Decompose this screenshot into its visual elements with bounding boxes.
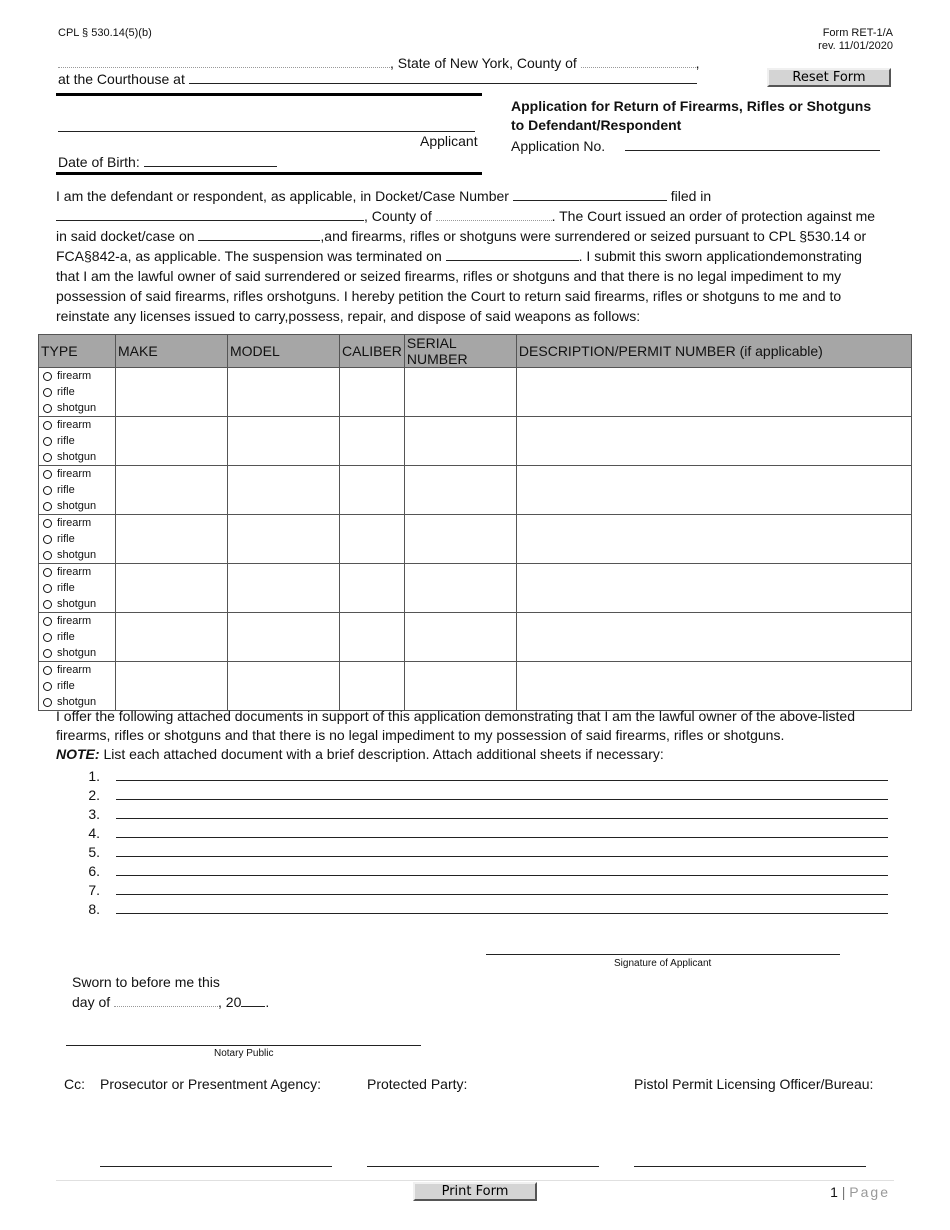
type-option-label: rifle <box>57 631 75 643</box>
court-name-field[interactable] <box>58 53 390 68</box>
model-field[interactable] <box>228 662 340 711</box>
serial-number-field[interactable] <box>404 564 516 613</box>
type-option-label: firearm <box>57 370 92 382</box>
radio-button-icon[interactable] <box>43 519 52 528</box>
page-number: 1 <box>830 1184 838 1200</box>
type-option-shotgun[interactable] <box>39 547 115 563</box>
type-option-label: firearm <box>57 419 92 431</box>
type-cell <box>39 417 116 466</box>
statement-text: possession of said firearms, rifles orshotguns. I hereby petition the Court to return said firearms, rifles or shotguns to me and to <box>56 288 842 304</box>
document-description-field[interactable] <box>116 785 888 800</box>
cc-prosecutor-label: Prosecutor or Presentment Agency: <box>100 1076 321 1092</box>
type-option-shotgun[interactable] <box>39 400 115 416</box>
type-option-rifle[interactable] <box>39 580 115 596</box>
documents-intro <box>56 707 896 764</box>
filed-in-field[interactable] <box>56 206 364 221</box>
radio-button-icon[interactable] <box>43 486 52 495</box>
notary-label: Notary Public <box>214 1048 274 1059</box>
type-cell <box>39 564 116 613</box>
statement-text: . The Court issued an order of protection against me <box>551 208 876 224</box>
serial-number-field[interactable] <box>404 417 516 466</box>
form-revision: rev. 11/01/2020 <box>818 40 893 52</box>
document-description-field[interactable] <box>116 899 888 914</box>
statement-text: ,and firearms, rifles or shotguns were surrendered or seized pursuant to CPL §530.14 or <box>320 228 867 244</box>
serial-number-field[interactable] <box>404 613 516 662</box>
table-row <box>39 613 912 662</box>
header-description: DESCRIPTION/PERMIT NUMBER (if applicable) <box>516 335 911 368</box>
caliber-field[interactable] <box>340 613 405 662</box>
document-line <box>86 842 888 860</box>
header-caliber: CALIBER <box>340 335 405 368</box>
type-cell <box>39 515 116 564</box>
type-option-rifle[interactable] <box>39 531 115 547</box>
type-option-label: rifle <box>57 386 75 398</box>
statement-text: filed in <box>670 188 712 204</box>
documents-intro-line1: I offer the following attached documents in support of this application demonstrating that I am the lawful owner of the above-listed <box>56 708 855 724</box>
statement-text: reinstate any licenses issued to carry,possess, repair, and dispose of said weapons as follows: <box>56 308 641 324</box>
sworn-day-field[interactable] <box>114 992 218 1007</box>
make-field[interactable] <box>116 613 228 662</box>
document-line <box>86 766 888 784</box>
courthouse-field[interactable] <box>189 69 697 84</box>
cc-protected-party-label: Protected Party: <box>367 1076 468 1092</box>
note-text: List each attached document with a brief description. Attach additional sheets if necessary: <box>103 746 664 762</box>
signature-label: Signature of Applicant <box>614 958 712 969</box>
radio-button-icon[interactable] <box>43 698 52 707</box>
document-description-field[interactable] <box>116 861 888 876</box>
type-option-rifle[interactable] <box>39 629 115 645</box>
radio-button-icon[interactable] <box>43 617 52 626</box>
header-model: MODEL <box>228 335 340 368</box>
type-cell <box>39 613 116 662</box>
court-line: , State of New York, County of , <box>58 53 700 73</box>
type-cell <box>39 466 116 515</box>
description-field[interactable] <box>516 466 911 515</box>
table-header-row <box>39 335 912 368</box>
type-option-label: firearm <box>57 664 92 676</box>
table-row <box>39 564 912 613</box>
document-number: 1. <box>88 768 100 784</box>
document-description-field[interactable] <box>116 804 888 819</box>
document-number: 6. <box>88 863 100 879</box>
statement-text: FCA§842-a, as applicable. The suspension was terminated on <box>56 248 442 264</box>
radio-button-icon[interactable] <box>43 682 52 691</box>
description-field[interactable] <box>516 368 911 417</box>
statement-text: , County of <box>364 208 432 224</box>
document-description-field[interactable] <box>116 842 888 857</box>
radio-button-icon[interactable] <box>43 388 52 397</box>
county-field[interactable] <box>581 53 696 68</box>
model-field[interactable] <box>228 515 340 564</box>
radio-button-icon[interactable] <box>43 666 52 675</box>
docket-number-field[interactable] <box>513 186 667 201</box>
radio-button-icon[interactable] <box>43 437 52 446</box>
type-option-label: firearm <box>57 468 92 480</box>
model-field[interactable] <box>228 613 340 662</box>
termination-date-field[interactable] <box>446 246 579 261</box>
serial-number-field[interactable] <box>404 466 516 515</box>
radio-button-icon[interactable] <box>43 600 52 609</box>
dob-field[interactable] <box>144 152 277 167</box>
type-option-firearm[interactable] <box>39 515 115 531</box>
state-county-label: , State of New York, County of <box>390 55 577 71</box>
form-title <box>511 97 871 135</box>
make-field[interactable] <box>116 466 228 515</box>
description-field[interactable] <box>516 564 911 613</box>
caliber-field[interactable] <box>340 368 405 417</box>
page-word: Page <box>849 1184 890 1200</box>
description-field[interactable] <box>516 613 911 662</box>
type-option-rifle[interactable] <box>39 384 115 400</box>
document-description-field[interactable] <box>116 880 888 895</box>
applicant-bottom-rule <box>56 172 482 175</box>
type-cell <box>39 368 116 417</box>
make-field[interactable] <box>116 662 228 711</box>
caliber-field[interactable] <box>340 564 405 613</box>
day-of-label: day of <box>72 994 111 1010</box>
type-option-firearm[interactable] <box>39 368 115 384</box>
type-option-label: shotgun <box>57 696 97 708</box>
radio-button-icon[interactable] <box>43 453 52 462</box>
table-row <box>39 368 912 417</box>
serial-number-field[interactable] <box>404 368 516 417</box>
caliber-field[interactable] <box>340 466 405 515</box>
sworn-label: Sworn to before me this <box>72 974 220 990</box>
radio-button-icon[interactable] <box>43 404 52 413</box>
dob-line <box>58 152 277 172</box>
type-option-label: shotgun <box>57 402 97 414</box>
cc-prosecutor-field[interactable] <box>100 1166 332 1167</box>
type-option-label: rifle <box>57 533 75 545</box>
radio-button-icon[interactable] <box>43 535 52 544</box>
form-title-line1: Application for Return of Firearms, Rifles or Shotguns <box>511 98 872 114</box>
type-option-label: rifle <box>57 484 75 496</box>
statement-text: in said docket/case on <box>56 228 195 244</box>
type-option-firearm[interactable] <box>39 662 115 678</box>
type-option-rifle[interactable] <box>39 482 115 498</box>
type-option-rifle[interactable] <box>39 433 115 449</box>
document-number: 4. <box>88 825 100 841</box>
statement-county-field[interactable] <box>436 206 552 221</box>
header-type: TYPE <box>39 335 116 368</box>
cc-pistol-permit-field[interactable] <box>634 1166 866 1167</box>
model-field[interactable] <box>228 368 340 417</box>
header-make: MAKE <box>116 335 228 368</box>
radio-button-icon[interactable] <box>43 502 52 511</box>
documents-intro-line2: firearms, rifles or shotguns and that there is no legal impediment to my possession of said firearms, rifles or shotguns. <box>56 727 785 743</box>
radio-button-icon[interactable] <box>43 470 52 479</box>
document-number: 7. <box>88 882 100 898</box>
footer-rule <box>56 1180 894 1181</box>
type-option-label: shotgun <box>57 451 97 463</box>
statement-text: that I am the lawful owner of said surrendered or seized firearms, rifles or shotguns and that there is no legal impediment to my <box>56 268 842 284</box>
document-number: 3. <box>88 806 100 822</box>
model-field[interactable] <box>228 466 340 515</box>
document-number: 5. <box>88 844 100 860</box>
type-option-label: rifle <box>57 582 75 594</box>
document-line <box>86 785 888 803</box>
type-option-firearm[interactable] <box>39 564 115 580</box>
header-serial-number: SERIAL NUMBER <box>404 335 516 368</box>
radio-button-icon[interactable] <box>43 649 52 658</box>
courthouse-line <box>58 69 697 89</box>
form-title-line2: to Defendant/Respondent <box>511 117 682 133</box>
weapons-table <box>38 334 912 711</box>
type-option-label: rifle <box>57 680 75 692</box>
type-option-rifle[interactable] <box>39 678 115 694</box>
type-option-label: firearm <box>57 615 92 627</box>
dob-label: Date of Birth: <box>58 154 140 170</box>
model-field[interactable] <box>228 417 340 466</box>
application-number-line <box>511 136 880 156</box>
radio-button-icon[interactable] <box>43 551 52 560</box>
statement-text: . I submit this sworn applicationdemonstrating <box>578 248 862 264</box>
table-row <box>39 515 912 564</box>
document-line <box>86 823 888 841</box>
cc-label: Cc: <box>64 1076 85 1092</box>
type-option-firearm[interactable] <box>39 466 115 482</box>
applicant-top-rule <box>56 93 482 96</box>
type-option-firearm[interactable] <box>39 417 115 433</box>
applicant-label: Applicant <box>420 133 478 149</box>
print-form-button[interactable]: Print Form <box>413 1182 537 1201</box>
document-line <box>86 880 888 898</box>
caliber-field[interactable] <box>340 417 405 466</box>
type-option-label: shotgun <box>57 598 97 610</box>
table-row <box>39 662 912 711</box>
type-option-label: rifle <box>57 435 75 447</box>
application-number-field[interactable] <box>625 136 880 151</box>
serial-number-field[interactable] <box>404 662 516 711</box>
document-number: 8. <box>88 901 100 917</box>
document-description-field[interactable] <box>116 823 888 838</box>
document-number: 2. <box>88 787 100 803</box>
type-cell <box>39 662 116 711</box>
statement-paragraph <box>56 186 896 326</box>
document-line <box>86 899 888 917</box>
applicant-name-field[interactable] <box>58 131 475 132</box>
table-row <box>39 417 912 466</box>
note-label: NOTE: <box>56 746 100 762</box>
document-line <box>86 804 888 822</box>
reset-form-button[interactable]: Reset Form <box>767 68 891 87</box>
type-option-shotgun[interactable] <box>39 498 115 514</box>
make-field[interactable] <box>116 368 228 417</box>
table-row <box>39 466 912 515</box>
type-option-label: shotgun <box>57 549 97 561</box>
type-option-label: shotgun <box>57 647 97 659</box>
type-option-label: shotgun <box>57 500 97 512</box>
description-field[interactable] <box>516 417 911 466</box>
statement-text: I am the defendant or respondent, as applicable, in Docket/Case Number <box>56 188 509 204</box>
year-prefix: , 20 <box>218 994 242 1010</box>
notary-signature-field[interactable] <box>66 1045 421 1046</box>
cc-protected-party-field[interactable] <box>367 1166 599 1167</box>
caliber-field[interactable] <box>340 515 405 564</box>
radio-button-icon[interactable] <box>43 584 52 593</box>
type-option-shotgun[interactable] <box>39 596 115 612</box>
make-field[interactable] <box>116 417 228 466</box>
radio-button-icon[interactable] <box>43 372 52 381</box>
description-field[interactable] <box>516 662 911 711</box>
type-option-shotgun[interactable] <box>39 449 115 465</box>
radio-button-icon[interactable] <box>43 568 52 577</box>
document-description-field[interactable] <box>116 766 888 781</box>
document-line <box>86 861 888 879</box>
sworn-year-field[interactable] <box>241 992 265 1007</box>
type-option-label: firearm <box>57 517 92 529</box>
caliber-field[interactable] <box>340 662 405 711</box>
radio-button-icon[interactable] <box>43 421 52 430</box>
application-number-label: Application No. <box>511 138 606 154</box>
radio-button-icon[interactable] <box>43 633 52 642</box>
make-field[interactable] <box>116 515 228 564</box>
sworn-date-line: day of , 20 . <box>72 994 270 1010</box>
model-field[interactable] <box>228 564 340 613</box>
applicant-signature-field[interactable] <box>486 954 840 955</box>
cpl-reference: CPL § 530.14(5)(b) <box>58 27 152 39</box>
courthouse-label: at the Courthouse at <box>58 71 185 87</box>
type-option-label: firearm <box>57 566 92 578</box>
order-date-field[interactable] <box>198 226 320 241</box>
form-id: Form RET-1/A <box>822 27 893 39</box>
page-indicator: 1 | Page <box>830 1184 890 1200</box>
cc-pistol-permit-label: Pistol Permit Licensing Officer/Bureau: <box>634 1076 874 1092</box>
type-option-firearm[interactable] <box>39 613 115 629</box>
description-field[interactable] <box>516 515 911 564</box>
make-field[interactable] <box>116 564 228 613</box>
serial-number-field[interactable] <box>404 515 516 564</box>
type-option-shotgun[interactable] <box>39 645 115 661</box>
